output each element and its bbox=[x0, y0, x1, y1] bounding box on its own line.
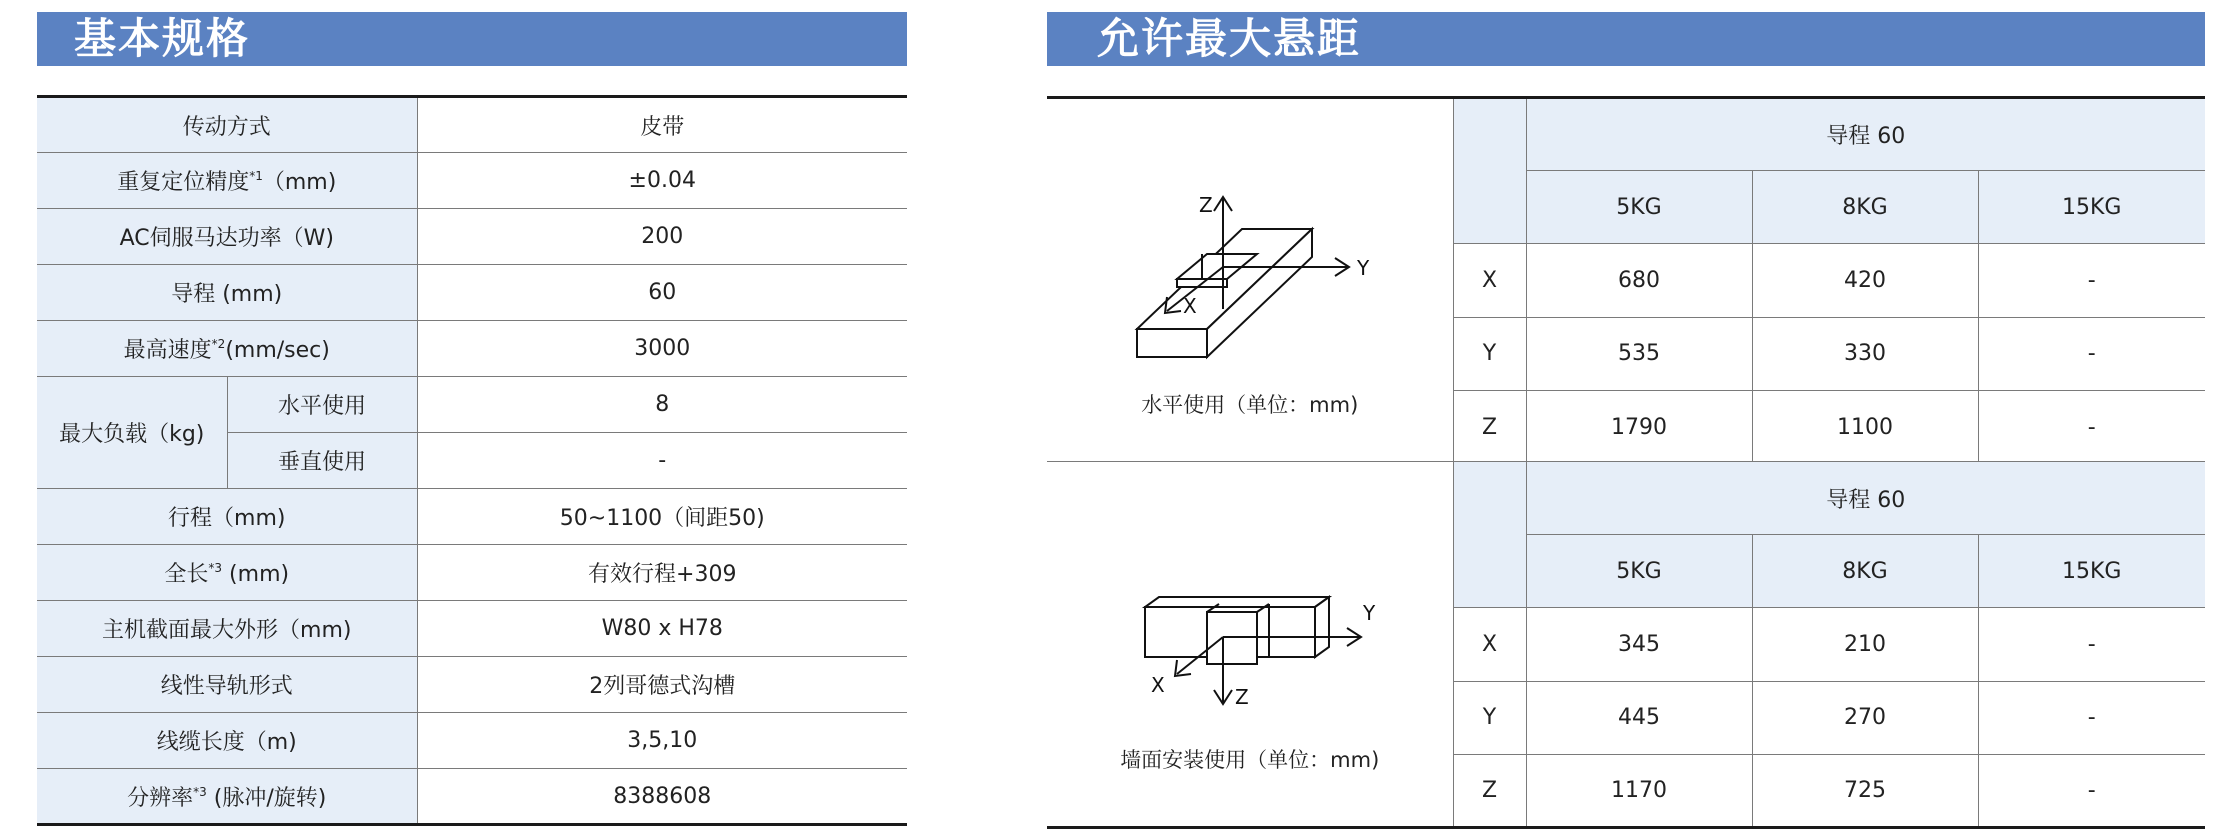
value-cell: 420 bbox=[1752, 244, 1978, 317]
value-cell: 1170 bbox=[1526, 754, 1752, 827]
load-header-8kg: 8KG bbox=[1752, 171, 1978, 244]
axis-label: Y bbox=[1453, 317, 1526, 390]
load-header-8kg: 8KG bbox=[1752, 535, 1978, 608]
value-cell: - bbox=[1978, 317, 2205, 390]
spec-value-cable-length: 3,5,10 bbox=[417, 713, 907, 769]
spec-value-cross-section: W80 x H78 bbox=[417, 601, 907, 657]
y-axis-label: Y bbox=[1363, 601, 1376, 625]
value-cell: 1790 bbox=[1526, 390, 1752, 463]
spec-label-stroke: 行程（mm) bbox=[37, 489, 417, 545]
table-row bbox=[37, 209, 907, 265]
value-cell: 535 bbox=[1526, 317, 1752, 390]
spec-label-drive: 传动方式 bbox=[37, 97, 417, 153]
table-row bbox=[37, 713, 907, 769]
value-cell: - bbox=[1978, 681, 2205, 754]
spec-label-total-length: 全长$^{*3}$ (mm) bbox=[37, 545, 417, 601]
spec-label-max-payload: 最大负载（kg) bbox=[37, 377, 227, 489]
spec-value-lead: 60 bbox=[417, 265, 907, 321]
value-cell: 330 bbox=[1752, 317, 1978, 390]
overhang-table-wall bbox=[1047, 461, 2205, 829]
value-cell: 680 bbox=[1526, 244, 1752, 317]
value-cell: - bbox=[1978, 608, 2205, 681]
spec-label-resolution: 分辨率$^{*3}$ (脉冲/旋转) bbox=[37, 769, 417, 825]
load-header-15kg: 15KG bbox=[1978, 171, 2205, 244]
table-row bbox=[1047, 462, 2205, 535]
value-cell: 210 bbox=[1752, 608, 1978, 681]
value-cell: - bbox=[1978, 754, 2205, 827]
x-axis-label: X bbox=[1183, 294, 1197, 318]
value-cell: - bbox=[1978, 244, 2205, 317]
spec-section-title: 基本规格 bbox=[37, 12, 907, 66]
spec-label-guide-type: 线性导轨形式 bbox=[37, 657, 417, 713]
corner-header bbox=[1453, 98, 1526, 244]
value-cell: - bbox=[1978, 390, 2205, 463]
axis-label: Z bbox=[1453, 754, 1526, 827]
table-row bbox=[37, 657, 907, 713]
x-axis-label: X bbox=[1151, 673, 1165, 697]
spec-value-total-length: 有效行程+309 bbox=[417, 545, 907, 601]
spec-value-resolution: 8388608 bbox=[417, 769, 907, 825]
spec-label-cross-section: 主机截面最大外形（mm) bbox=[37, 601, 417, 657]
horizontal-caption: 水平使用（单位：mm) bbox=[1141, 393, 1359, 417]
value-cell: 345 bbox=[1526, 608, 1752, 681]
value-cell: 445 bbox=[1526, 681, 1752, 754]
wall-diagram-cell bbox=[1047, 462, 1453, 828]
spec-value-drive: 皮带 bbox=[417, 97, 907, 153]
spec-value-repeatability: ±0.04 bbox=[417, 153, 907, 209]
overhang-section-title: 允许最大悬距 bbox=[1047, 12, 2205, 66]
table-row bbox=[37, 769, 907, 825]
value-cell: 270 bbox=[1752, 681, 1978, 754]
axis-label: Z bbox=[1453, 390, 1526, 463]
table-row bbox=[37, 601, 907, 657]
spec-value-horizontal: 8 bbox=[417, 377, 907, 433]
table-row bbox=[37, 489, 907, 545]
table-row bbox=[37, 97, 907, 153]
spec-value-stroke: 50~1100（间距50) bbox=[417, 489, 907, 545]
wall-caption: 墙面安装使用（单位：mm) bbox=[1120, 748, 1380, 772]
z-axis-label: Z bbox=[1235, 685, 1249, 709]
spec-value-max-speed: 3000 bbox=[417, 321, 907, 377]
table-row bbox=[1047, 98, 2205, 171]
table-row bbox=[37, 153, 907, 209]
lead-header: 导程 60 bbox=[1526, 98, 2205, 171]
table-row bbox=[37, 265, 907, 321]
load-header-5kg: 5KG bbox=[1526, 535, 1752, 608]
y-axis-label: Y bbox=[1357, 256, 1370, 280]
value-cell: 1100 bbox=[1752, 390, 1978, 463]
spec-label-vertical: 垂直使用 bbox=[227, 433, 417, 489]
spec-label-max-speed: 最高速度$^{*2}$(mm/sec) bbox=[37, 321, 417, 377]
lead-header: 导程 60 bbox=[1526, 462, 2205, 535]
load-header-5kg: 5KG bbox=[1526, 171, 1752, 244]
corner-header bbox=[1453, 462, 1526, 608]
spec-value-motor-power: 200 bbox=[417, 209, 907, 265]
table-row bbox=[37, 545, 907, 601]
spec-value-guide-type: 2列哥德式沟槽 bbox=[417, 657, 907, 713]
spec-label-repeatability: 重复定位精度$^{*1}$（mm) bbox=[37, 153, 417, 209]
spec-value-vertical: - bbox=[417, 433, 907, 489]
spec-table bbox=[37, 95, 907, 826]
axis-label: X bbox=[1453, 244, 1526, 317]
spec-label-cable-length: 线缆长度（m) bbox=[37, 713, 417, 769]
load-header-15kg: 15KG bbox=[1978, 535, 2205, 608]
value-cell: 725 bbox=[1752, 754, 1978, 827]
table-row bbox=[37, 377, 907, 433]
axis-label: Y bbox=[1453, 681, 1526, 754]
overhang-table-horizontal bbox=[1047, 96, 2205, 464]
table-row bbox=[37, 321, 907, 377]
spec-label-horizontal: 水平使用 bbox=[227, 377, 417, 433]
z-axis-label: Z bbox=[1199, 193, 1213, 217]
spec-label-lead: 导程 (mm) bbox=[37, 265, 417, 321]
axis-label: X bbox=[1453, 608, 1526, 681]
horizontal-diagram-cell bbox=[1047, 98, 1453, 464]
spec-label-motor-power: AC伺服马达功率（W) bbox=[37, 209, 417, 265]
